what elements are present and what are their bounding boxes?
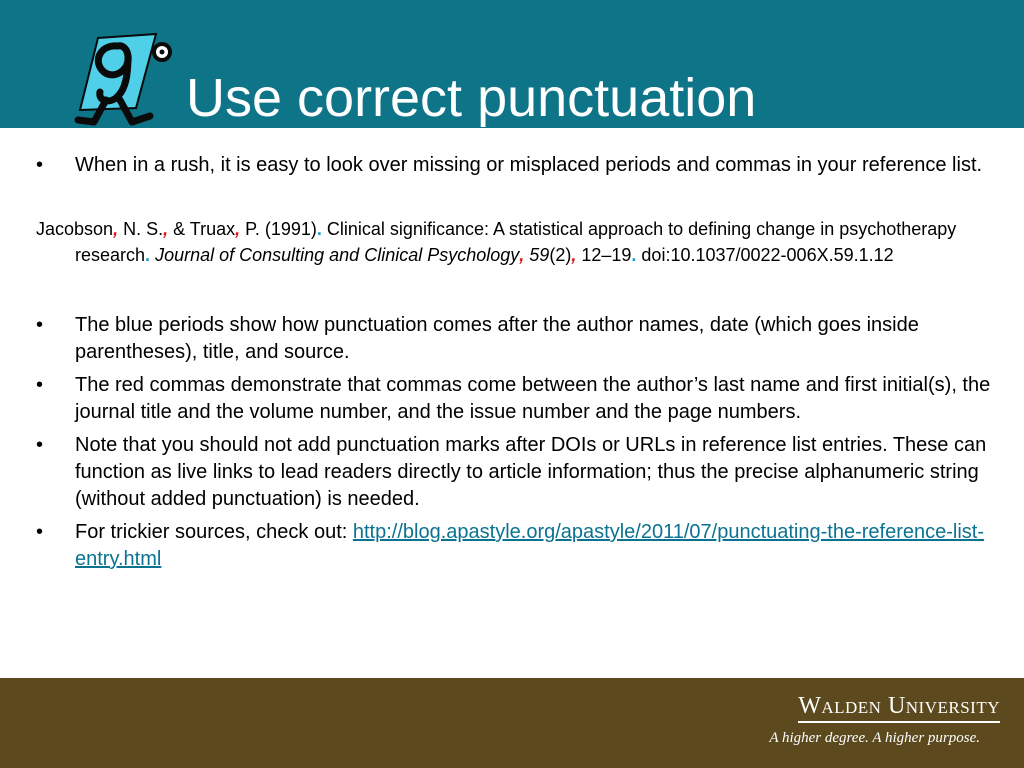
list-item bbox=[36, 372, 994, 426]
grammar-g-character-icon bbox=[70, 26, 182, 138]
ref-initial2-date: P. (1991) bbox=[240, 219, 317, 239]
ref-title: Clinical significance: A statistical approach to defining change in psychotherapy research bbox=[75, 219, 957, 265]
list-item bbox=[36, 519, 994, 573]
reference-example bbox=[36, 216, 994, 268]
red-comma: , bbox=[571, 245, 577, 265]
bullet-marker: • bbox=[36, 314, 44, 336]
red-comma: , bbox=[235, 219, 241, 239]
red-comma: , bbox=[113, 219, 119, 239]
red-comma: , bbox=[519, 245, 525, 265]
ref-pages: 12–19 bbox=[576, 245, 632, 265]
bullet-text: For trickier sources, check out: bbox=[75, 521, 353, 543]
bullet-marker: • bbox=[36, 374, 44, 396]
bullet-text: When in a rush, it is easy to look over missing or misplaced periods and commas in your reference list. bbox=[75, 154, 983, 176]
walden-university-logo: Walden University bbox=[798, 692, 1000, 723]
explanation-bullet-list bbox=[36, 312, 994, 573]
ref-journal: Journal of Consulting and Clinical Psychology bbox=[155, 245, 520, 265]
intro-bullet-list bbox=[36, 152, 994, 179]
apastyle-blog-link[interactable]: http://blog.apastyle.org/apastyle/2011/07/punctuating-the-reference-list-entry.html bbox=[75, 521, 984, 570]
list-item bbox=[36, 432, 994, 513]
bullet-text: Note that you should not add punctuation marks after DOIs or URLs in reference list entries. These can function as live links to lead readers directly to article information; thus the precise alphanumeric string (without added punctuation) is needed. bbox=[75, 434, 987, 510]
blue-period: . bbox=[631, 245, 637, 265]
page-title: Use correct punctuation bbox=[186, 68, 757, 128]
list-item bbox=[36, 312, 994, 366]
bullet-marker: • bbox=[36, 434, 44, 456]
slide-content bbox=[36, 152, 994, 579]
blue-period: . bbox=[145, 245, 151, 265]
bullet-marker: • bbox=[36, 521, 44, 543]
list-item bbox=[36, 152, 994, 179]
ref-doi: doi:10.1037/0022-006X.59.1.12 bbox=[636, 245, 894, 265]
bullet-text: The blue periods show how punctuation comes after the author names, date (which goes inside parentheses), title, and source. bbox=[75, 314, 919, 363]
red-comma: , bbox=[163, 219, 169, 239]
brand-tagline: A higher degree. A higher purpose. bbox=[769, 730, 980, 746]
ref-volume: 59 bbox=[529, 245, 550, 265]
blue-period: . bbox=[316, 219, 322, 239]
ref-issue: (2) bbox=[549, 245, 572, 265]
ref-author1: Jacobson bbox=[36, 219, 114, 239]
ref-initial1: N. S. bbox=[118, 219, 164, 239]
bullet-text: The red commas demonstrate that commas come between the author’s last name and first initial(s), the journal title and the volume number, and the issue number and the page numbers. bbox=[75, 374, 991, 423]
ref-author2: & Truax bbox=[168, 219, 236, 239]
bullet-marker: • bbox=[36, 154, 44, 176]
